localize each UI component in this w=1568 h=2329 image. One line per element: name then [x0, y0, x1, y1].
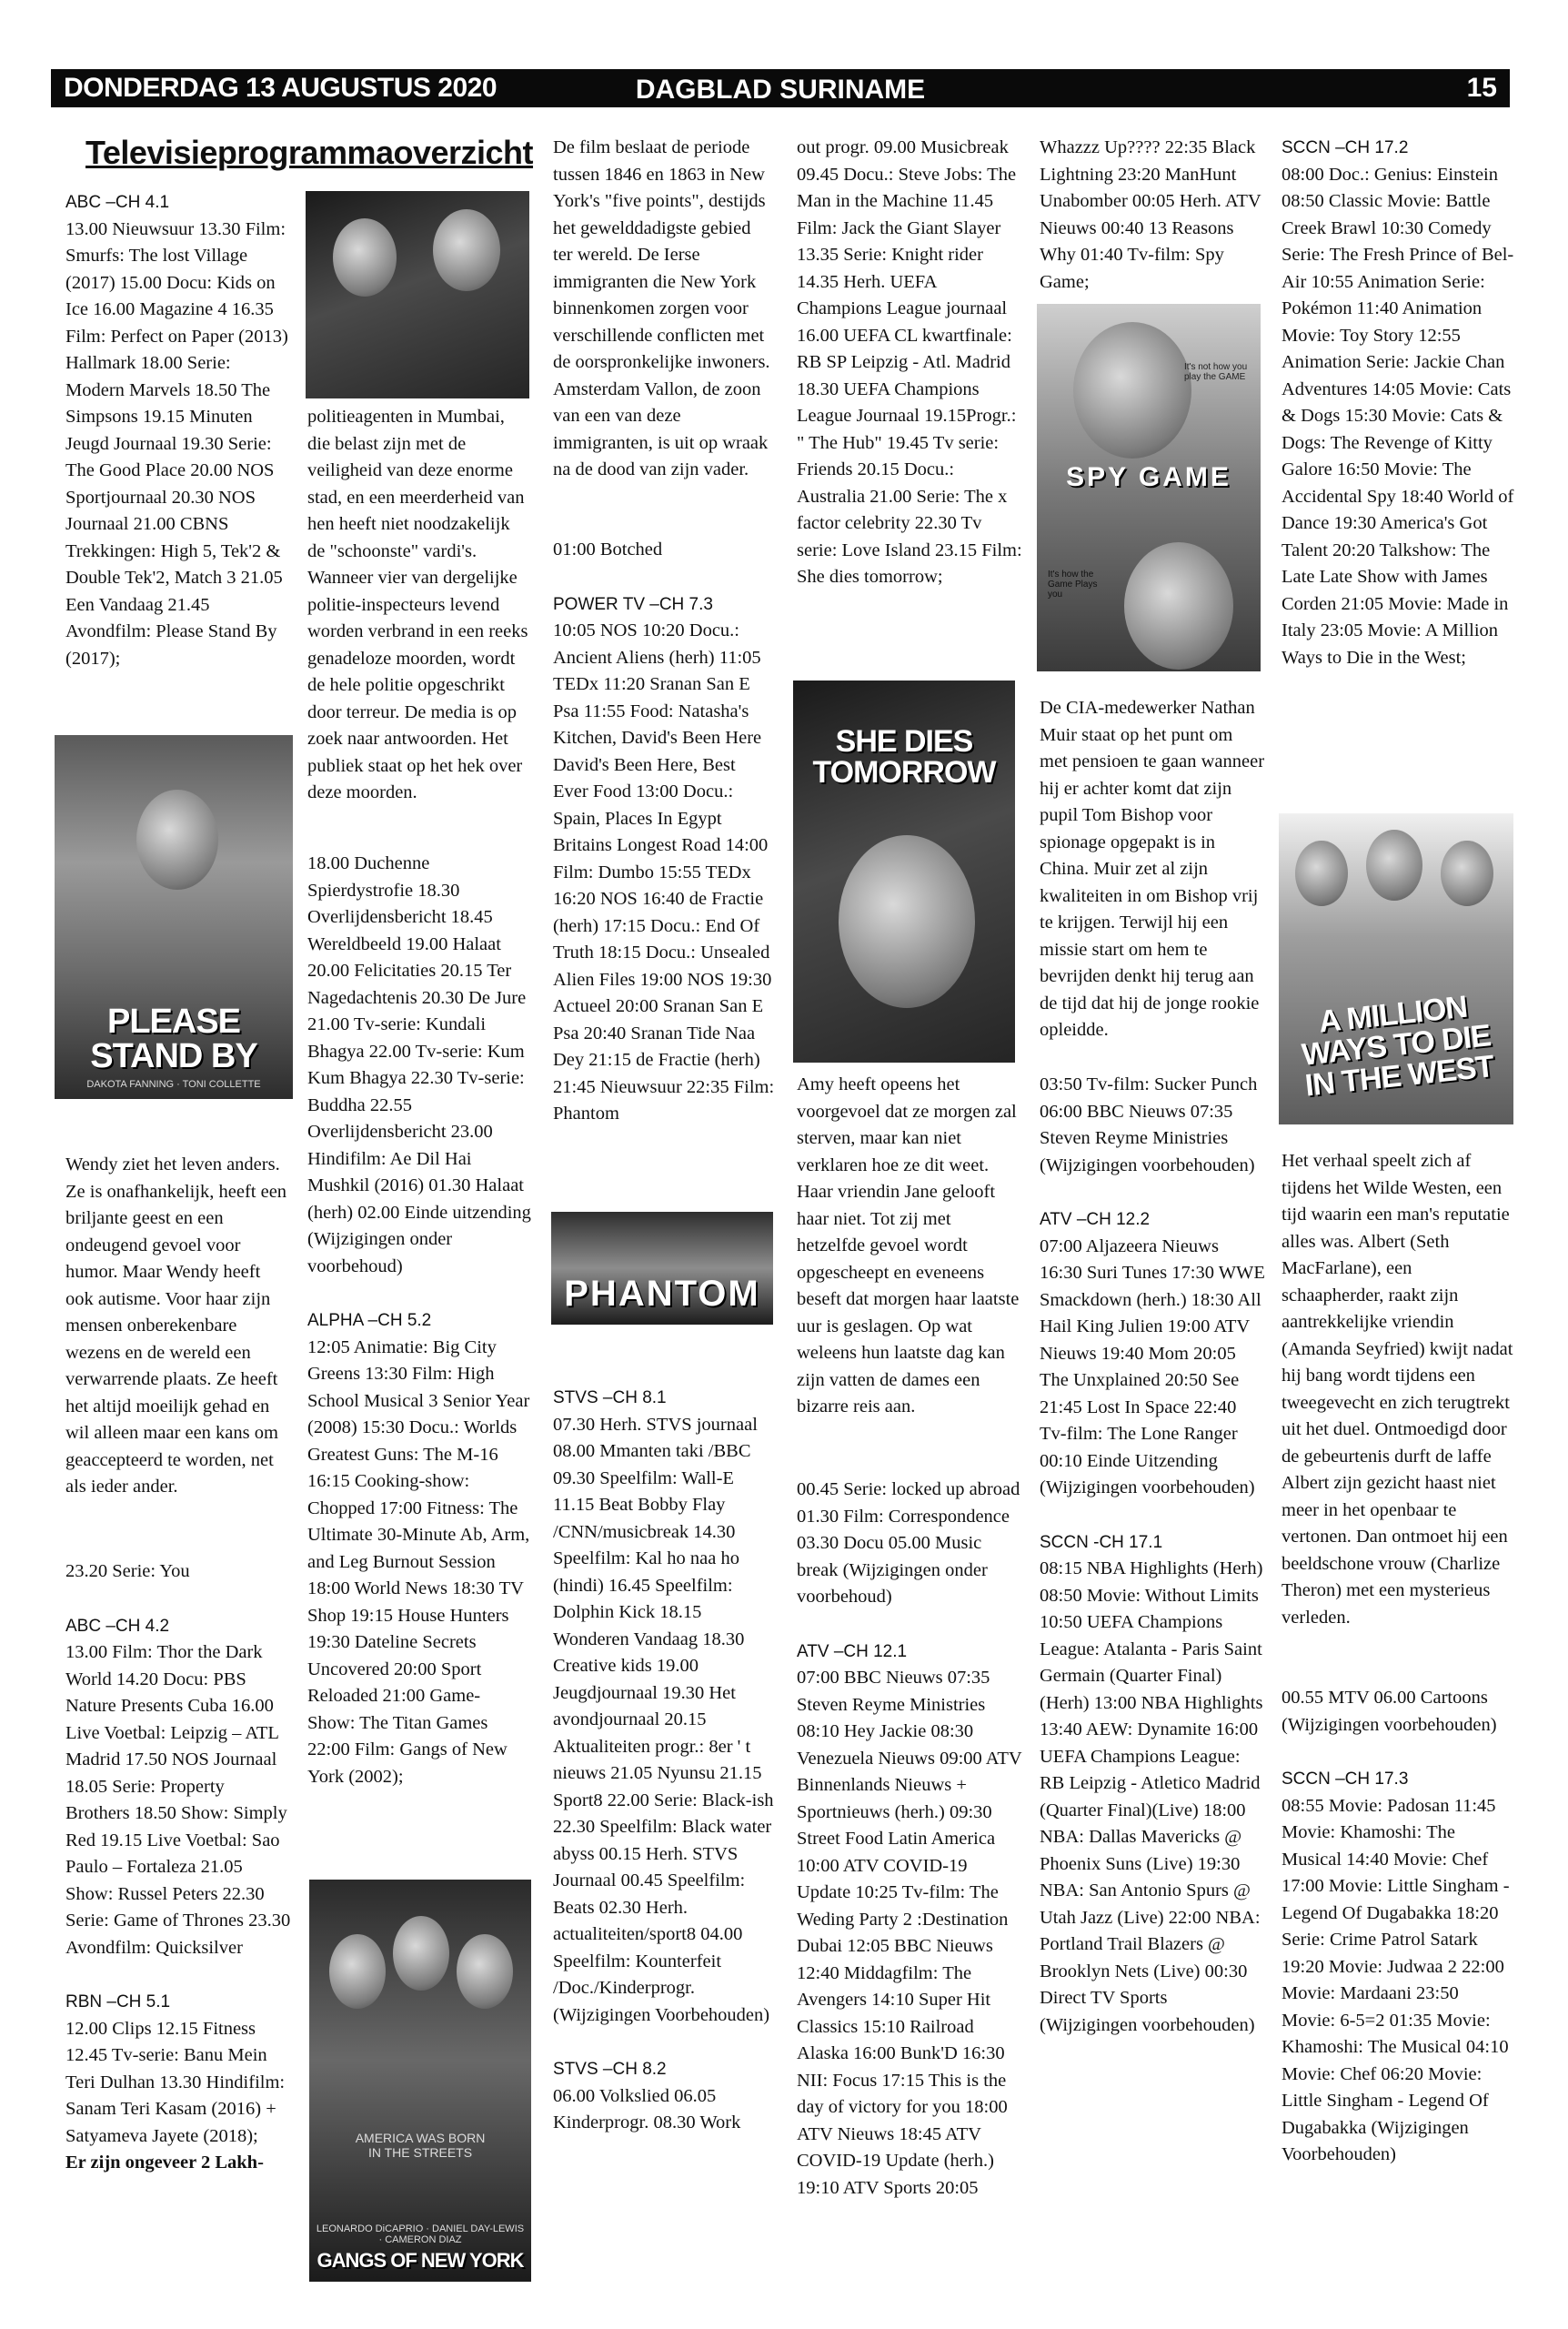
schedule-atv-12-1-late: 03:50 Tv-film: Sucker Punch 06:00 BBC Nieuws 07:35 Steven Reyme Ministries (Wijzigingen voorbehouden): [1040, 1074, 1258, 1175]
column-3-lower: [553, 1385, 775, 2137]
schedule-rbn-5-1: 12.00 Clips 12.15 Fitness 12.45 Tv-serie: Banu Mein Teri Dulhan 13.30 Hindifilm: Sanam Teri Kasam (2016) + Satyameva Jayete (2018);: [65, 2018, 286, 2146]
synopsis-please-stand-by: Wendy ziet het leven anders. Ze is onafhankelijk, heeft een briljante geest en een ondeugend gevoel voor humor. Maar Wendy heeft ook autisme. Voor haar zijn mensen onberekenbare wezens en de wereld een verwarrende plaats. Ze heeft het altijd moeilijk gehad en wil alleen maar een kans om geaccepteerd te worden, net als ieder ander.: [65, 1154, 287, 1497]
channel-heading-sccn-17-2: SCCN –CH 17.2: [1282, 138, 1409, 157]
poster-face: [136, 790, 218, 890]
poster-please-stand-by: [55, 735, 293, 1099]
poster-title: PHANTOM: [564, 1274, 760, 1314]
schedule-stvs-8-2: 06.00 Volkslied 06.05 Kinderprogr. 08.30 Work: [553, 2085, 741, 2132]
poster-tagline: AMERICA WAS BORN IN THE STREETS: [355, 2131, 486, 2160]
column-4-lower: [797, 1477, 1022, 2202]
poster-tagline-2: It's how the Game Plays you: [1048, 570, 1098, 600]
poster-title: PLEASE STAND BY: [90, 1003, 257, 1075]
column-3: [553, 537, 775, 1128]
channel-heading-abc-4-2: ABC –CH 4.2: [65, 1616, 170, 1636]
synopsis-spy-game: De CIA-medewerker Nathan Muir staat op het punt om met pensioen te gaan wanneer hij er achter komt dat zijn pupil Tom Bishop voor spionage opgepakt is in China. Muir zet al zijn kwaliteiten in om Bishop vrij te krijgen. Terwijl hij een missie start om hem te bevrijden denkt hij terug aan de tijd dat hij de jonge rookie opleidde.: [1040, 698, 1265, 1040]
schedule-abc-4-2: 13.00 Film: Thor the Dark World 14.20 Docu: PBS Nature Presents Cuba 16.00 Live Voetbal: Leipzig – ATL Madrid 17.50 NOS Journaal 18.05 Serie: Property Brothers 18.50 Show: Simply Red 19.15 Live Voetbal: Sao Paulo – Fortaleza 21.05 Show: Russel Peters 22.30 Serie: Game of Thrones 23.30 Avondfilm: Quicksilver: [65, 1642, 291, 1958]
schedule-atv-12-1-cont: Whazzz Up???? 22:35 Black Lightning 23:20 ManHunt Unabomber 00:05 Herh. ATV Nieuws 00:40 13 Reasons Why 01:40 Tv-film: Spy Game;: [1040, 137, 1261, 292]
poster-face: [1441, 841, 1493, 906]
column-4-synopsis: [797, 1072, 1022, 1421]
poster-cast: DAKOTA FANNING · TONI COLLETTE: [86, 1079, 261, 1090]
column-1-lower: [65, 1558, 291, 2177]
poster-tagline-1: It's not how you play the GAME: [1184, 362, 1248, 382]
synopsis-gangs-of-new-york: De film beslaat de periode tussen 1846 en 1863 in New York's "five points", destijds het gewelddadigste gebied ter wereld. De Ierse immigranten die New York binnenkomen zorgen voor verschillende conflicten met de oorspronkelijke inwoners. Amsterdam Vallon, de zoon van een van deze immigranten, is uit op wraak na de dood van zijn vader.: [553, 137, 770, 479]
poster-title: SHE DIES TOMORROW: [812, 724, 996, 790]
column-2-synopsis: [307, 404, 531, 807]
schedule-sccn-17-2: 08:00 Doc.: Genius: Einstein 08:50 Classic Movie: Battle Creek Brawl 10:30 Comedy Serie: The Fresh Prince of Bel-Air 10:55 Animation Serie: Pokémon 11:40 Animation Movie: Toy Story 12:55 Animation Serie: Jackie Chan Adventures 14:05 Movie: Cats & Dogs 15:30 Movie: Cats & Dogs: The Revenge of Kitty Galore 16:50 Movie: The Accidental Spy 18:40 World of Dance 19:30 America's Got Talent 20:20 Talkshow: The Late Late Show with James Corden 21:05 Movie: Made in Italy 23:05 Movie: A Million Ways to Die in the West;: [1282, 164, 1514, 668]
poster-face: [839, 835, 975, 1008]
poster-title: SPY GAME: [1066, 462, 1231, 492]
column-2: [307, 851, 531, 1790]
schedule-sccn-17-2-late: 00.55 MTV 06.00 Cartoons (Wijzigingen voorbehouden): [1282, 1688, 1497, 1735]
poster-a-million-ways-to-die: [1279, 813, 1513, 1124]
schedule-rbn-5-1-evening: 18.00 Duchenne Spierdystrofie 18.30 Overlijdensbericht 18.45 Wereldbeeld 19.00 Halaat 20.00 Felicitaties 20.15 Ter Nagedachtenis 20.30 De Jure 21.00 Tv-serie: Kundali Bhagya 22.00 Tv-serie: Kum Kum Bhagya 22.30 Tv-serie: Buddha 22.55 Overlijdensbericht 23.00 Hindifilm: Ae Dil Hai Mushkil (2016) 01.30 Halaat (herh) 02.00 Einde uitzending (Wijzigingen onder voorbehoud): [307, 853, 531, 1276]
column-3-synopsis: [553, 135, 775, 484]
synopsis-satyameva-start: Er zijn ongeveer 2 Lakh-: [65, 2153, 264, 2173]
poster-face: [1295, 841, 1348, 906]
channel-heading-rbn-5-1: RBN –CH 5.1: [65, 1992, 171, 2011]
schedule-abc-4-1: 13.00 Nieuwsuur 13.30 Film: Smurfs: The lost Village (2017) 15.00 Docu: Kids on Ice 16.00 Magazine 4 16.35 Film: Perfect on Paper (2013) Hallmark 18.00 Serie: Modern Marvels 18.50 The Simpsons 19.15 Minuten Jeugd Journaal 19.30 Serie: The Good Place 20.00 NOS Sportjournaal 20.30 NOS Journaal 21.00 CBNS Trekkingen: High 5, Tek'2 & Double Tek'2, Match 3 21.05 Een Vandaag 21.45 Avondfilm: Please Stand By (2017);: [65, 218, 288, 669]
schedule-sccn-17-3: 08:55 Movie: Padosan 11:45 Movie: Khamoshi: The Musical 14:40 Movie: Chef 17:00 Movie: Little Singham - Legend Of Dugabakka 18:20 Serie: Crime Patrol Satark 19:20 Movie: Judwaa 2 22:00 Movie: Mardaani 23:50 Movie: 6-5=2 01:35 Movie: Khamoshi: The Musical 04:10 Movie: Chef 06:20 Movie: Little Singham - Legend Of Dugabakka (Wijzigingen Voorbehouden): [1282, 1795, 1510, 2164]
schedule-atv-12-2: 07:00 Aljazeera Nieuws 16:30 Suri Tunes 17:30 WWE Smackdown (herh.) 18:30 All Hail King Julien 19:00 ATV Nieuws 19:40 Mom 20:05 The Unxplained 20:50 See 21:45 Lost In Space 22:40 Tv-film: The Lone Ranger 00:10 Einde Uitzending (Wijzigingen voorbehouden): [1040, 1235, 1265, 1497]
poster-title: A MILLION WAYS TO DIE IN THE WEST: [1300, 989, 1496, 1104]
poster-gangs-of-new-york: [309, 1880, 531, 2282]
schedule-stvs-8-2-late: 00.45 Serie: locked up abroad 01.30 Film: Correspondence 03.30 Docu 05.00 Music break (Wijzigingen onder voorbehoud): [797, 1479, 1020, 1607]
channel-heading-power-tv-7-3: POWER TV –CH 7.3: [553, 594, 713, 614]
channel-heading-stvs-8-1: STVS –CH 8.1: [553, 1388, 667, 1407]
column-6-lower: [1282, 1685, 1516, 2169]
column-1-synopsis: [65, 1152, 291, 1501]
header-date: DONDERDAG 13 AUGUSTUS 2020: [64, 73, 498, 103]
page-header: [51, 69, 1510, 107]
poster-face: [393, 1916, 449, 1991]
schedule-atv-12-1: 07:00 BBC Nieuws 07:35 Steven Reyme Ministries 08:10 Hey Jackie 08:30 Venezuela Nieuws 09:00 ATV Binnenlands Nieuws + Sportnieuws (herh.) 09:30 Street Food Latin America 10:00 ATV COVID-19 Update 10:25 Tv-film: The Weding Party 2 :Destination Dubai 12:05 BBC Nieuws 12:40 Middagfilm: The Avengers 14:10 Super Hit Classics 15:10 Railroad Alaska 16:00 Bunk'D 16:30 NII: Focus 17:15 This is the day of victory for you 18:00 ATV Nieuws 18:45 ATV COVID-19 Update (herh.) 19:10 ATV Sports 20:05: [797, 1668, 1022, 2198]
schedule-power-tv-7-3: 10:05 NOS 10:20 Docu.: Ancient Aliens (herh) 11:05 TEDx 11:20 Sranan San E Psa 11:55 Food: Natasha's Kitchen, David's Been Here David's Been Here, Best Ever Food 13:00 Docu.: Spain, Places In Egypt Britains Longest Road 14:00 Film: Dumbo 15:55 TEDx 16:20 NOS 16:40 de Fractie (herh) 17:15 Docu.: End Of Truth 18:15 Docu.: Unsealed Alien Files 19:00 NOS 19:30 Actueel 20:00 Sranan San E Psa 20:40 Sranan Tide Naa Dey 21:15 de Fractie (herh) 21:45 Nieuwsuur 22:35 Film: Phantom: [553, 620, 775, 1124]
channel-heading-alpha-5-2: ALPHA –CH 5.2: [307, 1311, 432, 1330]
poster-face: [1073, 322, 1191, 459]
schedule-alpha-5-2-late: 01:00 Botched: [553, 539, 663, 560]
poster-cast: LEONARDO DiCAPRIO · DANIEL DAY-LEWIS · CAMERON DIAZ: [316, 2223, 525, 2245]
poster-face: [433, 209, 500, 291]
page-title: Televisieprogrammaoverzicht: [85, 134, 534, 171]
schedule-stvs-8-1: 07.30 Herh. STVS journaal 08.00 Mmanten taki /BBC 09.30 Speelfilm: Wall-E 11.15 Beat Bobby Flay /CNN/musicbreak 14.30 Speelfilm: Kal ho naa ho (hindi) 16.45 Speelfilm: Dolphin Kick 18.15 Wonderen Vandaag 18.30 Creative kids 19.00 Jeugdjournaal 19.30 Het avondjournaal 20.15 Aktualiteiten progr.: 8er ' t nieuws 21.05 Nyunsu 21.15 Sport8 22.00 Serie: Black-ish 22.30 Speelfilm: Black water abyss 00.15 Herh. STVS Journaal 00.45 Speelfilm: Beats 02.30 Herh. actualiteiten/sport8 04.00 Speelfilm: Kounterfeit /Doc./Kinderprogr. (Wijzigingen Voorbehouden): [553, 1414, 774, 2025]
poster-satyameva-jayate: [306, 191, 529, 398]
poster-spy-game: [1037, 304, 1261, 671]
poster-face: [1124, 542, 1233, 670]
column-4: [797, 135, 1022, 591]
schedule-abc-4-1-late: 23.20 Serie: You: [65, 1561, 190, 1581]
column-6: [1282, 135, 1516, 671]
schedule-sccn-17-1: 08:15 NBA Highlights (Herh) 08:50 Movie: Without Limits 10:50 UEFA Champions League: Atalanta - Paris Saint Germain (Quarter Final) (Herh) 13:00 NBA Highlights 13:40 AEW: Dynamite 16:00 UEFA Champions League: RB Leipzig - Atletico Madrid (Quarter Final)(Live) 18:00 NBA: Dallas Mavericks @ Phoenix Suns (Live) 19:30 NBA: San Antonio Spurs @ Utah Jazz (Live) 22:00 NBA: Portland Trail Blazers @ Brooklyn Nets (Live) 00:30 Direct TV Sports (Wijzigingen voorbehouden): [1040, 1558, 1263, 2035]
poster-face: [333, 218, 397, 297]
synopsis-satyameva-jayate: politieagenten in Mumbai, die belast zijn met de veiligheid van deze enorme stad, en een meerderheid van hen heeft niet noodzakelijk de "schoonste" vardi's. Wanneer vier van dergelijke politie-inspecteurs levend worden verbrand in een reeks genadeloze moorden, wordt de hele politie opgeschrikt door terreur. De media is op zoek naar antwoorden. Het publiek staat op het hek over deze moorden.: [307, 407, 528, 802]
poster-title: GANGS OF NEW YORK: [317, 2249, 524, 2272]
channel-heading-sccn-17-1: SCCN -CH 17.1: [1040, 1532, 1163, 1552]
poster-face: [457, 1934, 513, 2009]
header-paper-name: DAGBLAD SURINAME: [635, 75, 926, 105]
schedule-alpha-5-2: 12:05 Animatie: Big City Greens 13:30 Film: High School Musical 3 Senior Year (2008) 15:30 Docu.: Worlds Greatest Guns: The M-16 16:15 Cooking-show: Chopped 17:00 Fitness: The Ultimate 30-Minute Ab, Arm, and Leg Burnout Session 18:00 World News 18:30 TV Shop 19:15 House Hunters 19:30 Dateline Secrets Uncovered 20:00 Sport Reloaded 21:00 Game- Show: The Titan Games 22:00 Film: Gangs of New York (2002);: [307, 1336, 530, 1787]
synopsis-she-dies-tomorrow: Amy heeft opeens het voorgevoel dat ze morgen zal sterven, maar kan niet verklaren hoe ze dit weet. Haar vriendin Jane gelooft haar niet. Tot zij met hetzelfde gevoel wordt opgescheept en eveneens beseft dat morgen haar laatste uur is geslagen. Op wat weleens hun laatste dag kan zijn vatten de dames een bizarre reis aan.: [797, 1074, 1020, 1417]
channel-heading-atv-12-2: ATV –CH 12.2: [1040, 1210, 1151, 1229]
poster-phantom: [551, 1212, 773, 1325]
column-5-synopsis: [1040, 695, 1265, 1044]
channel-heading-abc-4-1: ABC –CH 4.1: [65, 193, 170, 212]
column-1: [65, 189, 291, 672]
header-page-number: 15: [1466, 73, 1497, 103]
column-5-lower: [1040, 1072, 1265, 2039]
channel-heading-atv-12-1: ATV –CH 12.1: [797, 1641, 908, 1661]
channel-heading-sccn-17-3: SCCN –CH 17.3: [1282, 1769, 1409, 1789]
channel-heading-stvs-8-2: STVS –CH 8.2: [553, 2060, 667, 2079]
poster-face: [1366, 830, 1422, 901]
column-6-synopsis: [1282, 1148, 1516, 1631]
poster-face: [329, 1934, 386, 2009]
synopsis-a-million-ways: Het verhaal speelt zich af tijdens het Wilde Westen, een tijd waarin een man's reputatie alles was. Albert (Seth MacFarlane), een schaapherder, raakt zijn aantrekkelijke vriendin (Amanda Seyfried) kwijt nadat hij bang wordt tijdens een tweegevecht en zich terugtrekt uit het duel. Ontmoedigd door de gebeurtenis durft de laffe Albert zijn gezicht haast niet meer in het openbaar te vertonen. Dan ontmoet hij een beeldschone vrouw (Charlize Theron) met een mysterieus verleden.: [1282, 1151, 1513, 1628]
schedule-stvs-8-2-cont: out progr. 09.00 Musicbreak 09.45 Docu.: Steve Jobs: The Man in the Machine 11.45 Film: Jack the Giant Slayer 13.35 Serie: Knight rider 14.35 Herh. UEFA Champions League journaal 16.00 UEFA CL kwartfinale: RB SP Leipzig - Atl. Madrid 18.30 UEFA Champions League Journaal 19.15Progr.: " The Hub" 19.45 Tv serie: Friends 20.15 Docu.: Australia 21.00 Serie: The x factor celebrity 22.30 Tv serie: Love Island 23.15 Film: She dies tomorrow;: [797, 137, 1022, 587]
column-5: [1040, 135, 1265, 296]
poster-she-dies-tomorrow: [793, 681, 1015, 1063]
